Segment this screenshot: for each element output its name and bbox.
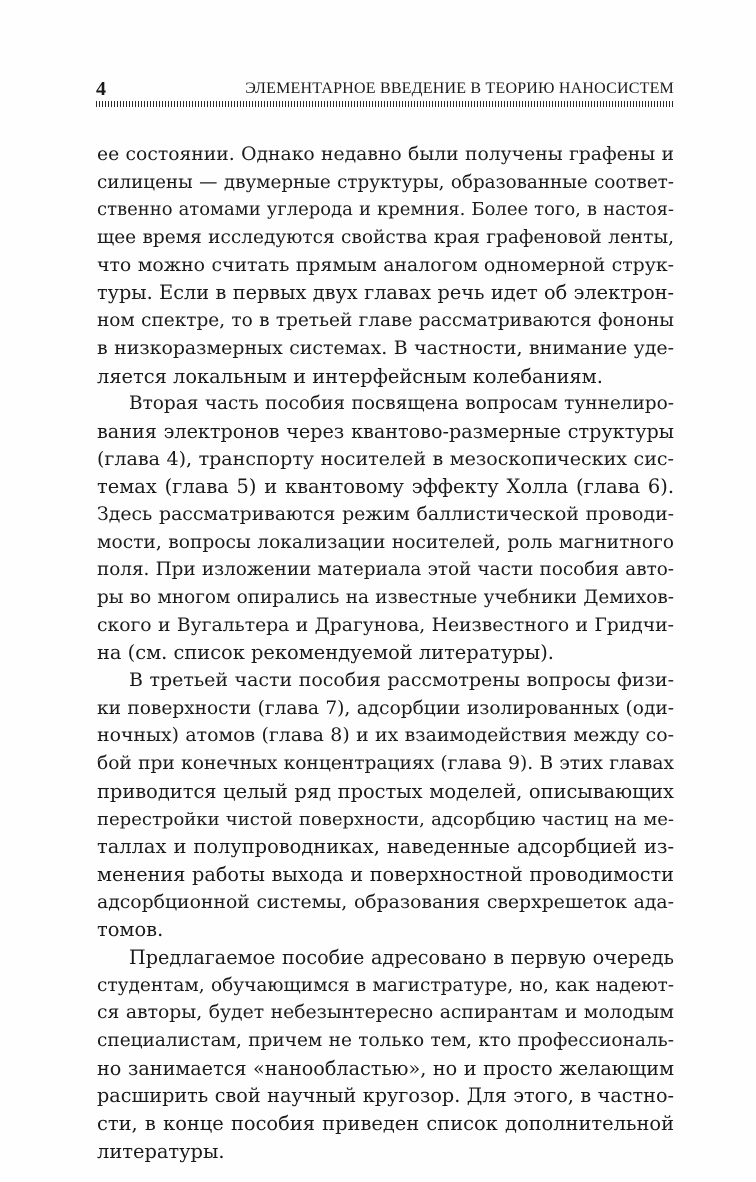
text-line: Здесь рассматриваются режим баллистической проводи- [97,503,674,525]
text-line: таллах и полупроводниках, наведенные адсорбцией из- [97,835,674,859]
text-line: ляется локальным и интерфейсным колебаниям. [97,364,603,388]
text-line: ся авторы, будет небезынтересно аспирантам и молодым [97,1002,674,1024]
paragraph [97,141,674,390]
body-text [97,141,674,1165]
text-line: ки поверхности (глава 7), адсорбции изолированных (оди- [97,697,674,719]
running-title: ЭЛЕМЕНТАРНОЕ ВВЕДЕНИЕ В ТЕОРИЮ НАНОСИСТЕМ [245,80,674,97]
text-line: ского и Вугальтера и Драгунова, Неизвестного и Гридчи- [97,614,674,636]
text-line: студентам, обучающимся в магистратуре, но, как надеют- [97,974,674,996]
text-line: в низкоразмерных системах. В частности, внимание уде- [97,336,674,359]
text-line: ее состоянии. Однако недавно были получены графены и [97,144,674,165]
text-line: туры. Если в первых двух главах речь идет об электрон- [97,281,674,305]
text-line: адсорбционной системы, образования сверхрешеток ада- [97,891,674,913]
text-line: ночных) атомов (глава 8) и их взаимодействия между со- [97,724,674,747]
text-line: В третьей части пособия рассмотрены вопросы физи- [129,669,674,692]
text-line: перестройки чистой поверхности, адсорбцию частиц на ме- [97,808,674,830]
text-line: но занимается «нанообластью», но и просто желающим [97,1056,674,1080]
text-line: Предлагаемое пособие адресовано в первую очередь [129,945,674,969]
text-line: темах (глава 5) и квантовому эффекту Холла (глава 6). [97,475,674,499]
text-line: ры во многом опирались на известные учебники Демихов- [97,587,674,608]
text-line: приводится целый ряд простых моделей, описывающих [97,779,674,803]
text-line: на (см. список рекомендуемой литературы). [97,641,554,665]
text-line: бой при конечных концентрациях (глава 9). В этих главах [97,753,674,775]
text-line: сти, в конце пособия приведен список дополнительной [97,1112,674,1136]
text-line: (глава 4), транспорту носителей в мезоскопических сис- [97,447,674,470]
text-line: специалистам, причем не только тем, кто профессиональ- [97,1030,674,1051]
page-number: 4 [96,78,106,100]
text-line: силицены — двумерные структуры, образованные соответ- [97,171,674,193]
text-line: ном спектре, то в третьей главе рассматриваются фононы [97,310,674,332]
header-rule [96,101,674,107]
text-line: менения работы выхода и поверхностной проводимости [97,862,674,886]
text-line: мости, вопросы локализации носителей, роль магнитного [97,531,674,553]
text-line: томов. [97,918,164,942]
text-line: Вторая часть пособия посвящена вопросам туннелиро- [129,393,674,415]
text-line: расширить свой научный кругозор. Для этого, в частно- [97,1084,674,1108]
text-line: литературы. [97,1139,225,1163]
paragraph [97,390,674,667]
text-line: ственно атомами углерода и кремния. Более того, в настоя- [97,199,674,221]
text-line: щее время исследуются свойства края графеновой ленты, [97,227,674,249]
paragraph [97,667,674,944]
running-header [96,76,674,102]
text-line: поля. При изложении материала этой части пособия авто- [97,559,674,581]
text-line: вания электронов через квантово-размерные структуры [97,419,674,443]
text-line: что можно считать прямым аналогом одномерной струк- [97,253,674,276]
paragraph [97,944,674,1166]
